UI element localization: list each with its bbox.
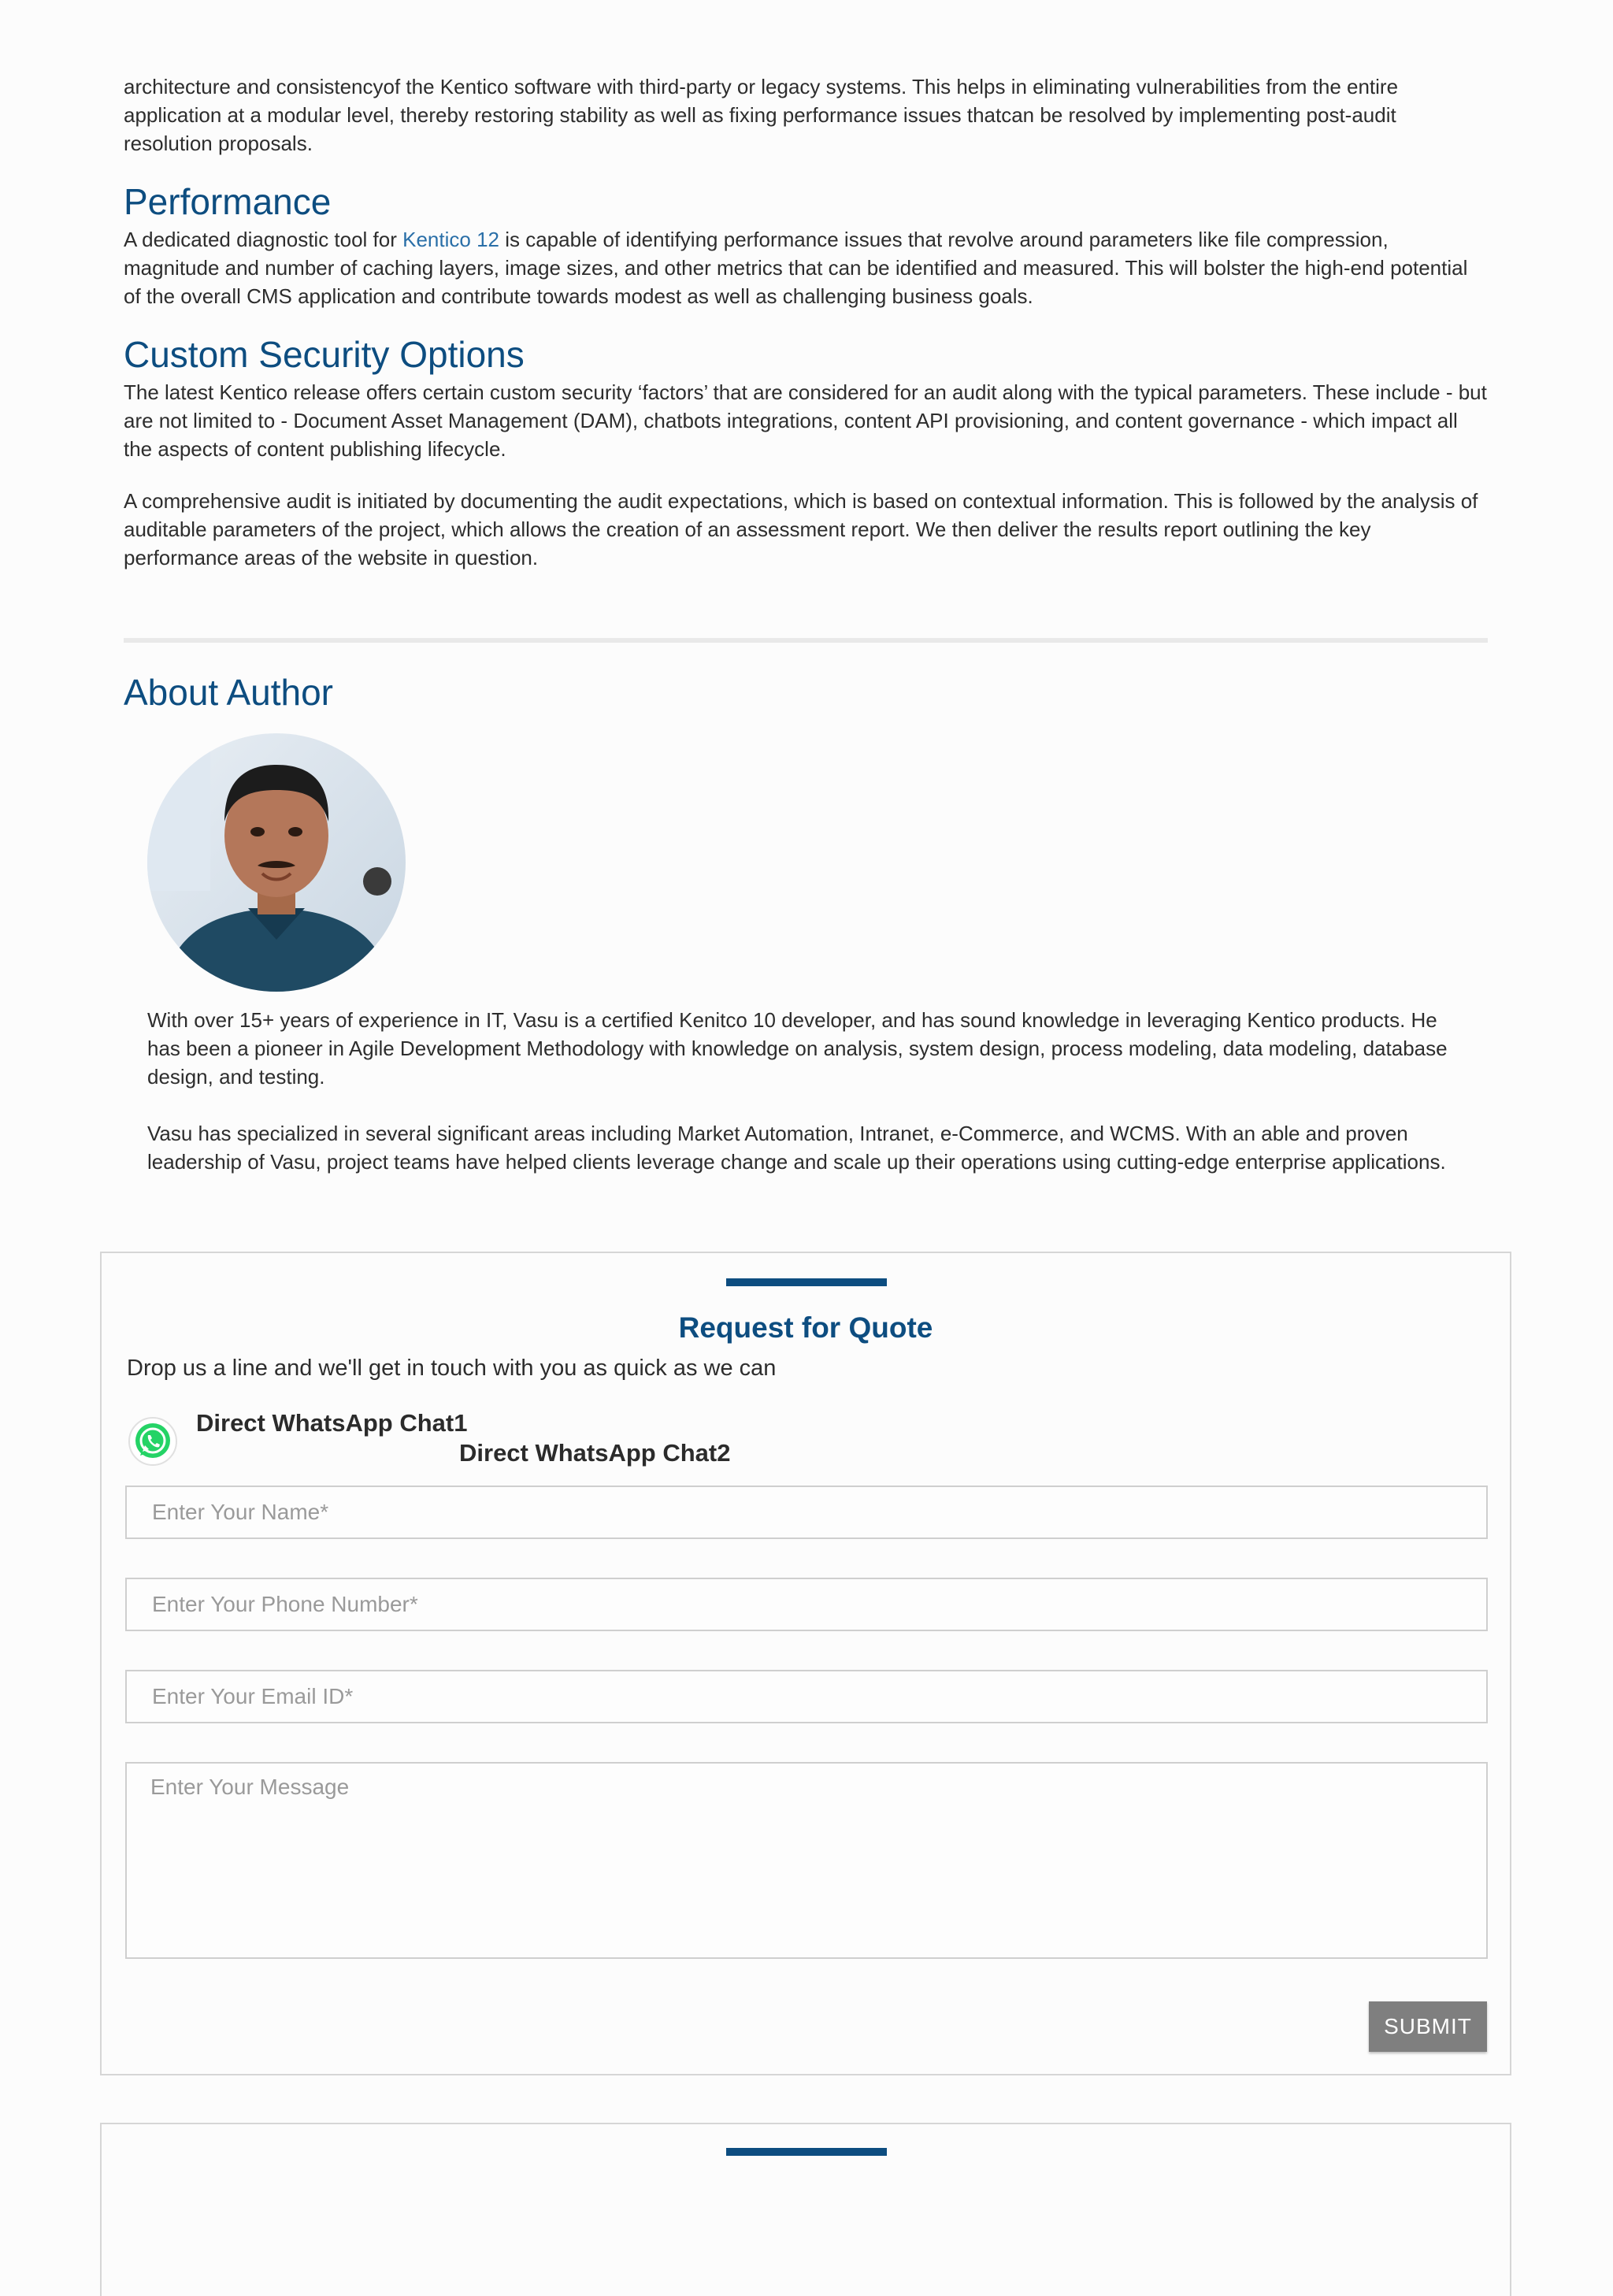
performance-heading: Performance	[124, 181, 332, 222]
intro-paragraph: architecture and consistencyof the Kentico software with third-party or legacy systems. This helps in eliminating vulnerabilities from the entire application at a modular level, thereby restoring stability as well as fixing performance issues thatcan be resolved by implementing post-audit resolution proposals.	[124, 75, 1399, 155]
quote-title: Request for Quote	[678, 1311, 933, 1344]
submit-button[interactable]: SUBMIT	[1369, 2001, 1487, 2052]
request-quote-form	[100, 1252, 1511, 2075]
performance-text-start: A dedicated diagnostic tool for	[124, 228, 403, 251]
custom-security-paragraph-2: A comprehensive audit is initiated by documenting the audit expectations, which is based on contextual information. This is followed by the analysis of auditable parameters of the project, which allows the creation of an assessment report. We then deliver the results report outlining the key performance areas of the website in question.	[124, 489, 1478, 569]
phone-input[interactable]	[125, 1578, 1488, 1631]
performance-paragraph	[124, 225, 1488, 310]
quote-accent-bar	[726, 1278, 887, 1286]
author-avatar	[147, 733, 406, 992]
about-author-heading: About Author	[124, 672, 333, 713]
author-bio	[147, 1006, 1470, 1176]
author-bio-paragraph-2: Vasu has specialized in several significant areas including Market Automation, Intranet, e-Commerce, and WCMS. With an able and proven leadership of Vasu, project teams have helped clients leverage change and scale up their operations using cutting-edge enterprise applications.	[147, 1122, 1446, 1174]
custom-security-heading: Custom Security Options	[124, 334, 525, 375]
author-bio-paragraph-1: With over 15+ years of experience in IT, Vasu is a certified Kenitco 10 developer, and has sound knowledge in leveraging Kentico products. He has been a pioneer in Agile Development Methodology with knowledge on analysis, system design, process modeling, data modeling, database design, and testing.	[147, 1008, 1448, 1089]
whatsapp-chat-2-link[interactable]: Direct WhatsApp Chat2	[459, 1439, 731, 1467]
performance-text-end: is capable of identifying performance issues that revolve around parameters like file compression, magnitude and number of caching layers, image sizes, and other metrics that can be identified and measured. This will bolster the high-end potential of the overall CMS application and contribute towards modest as well as challenging business goals.	[124, 228, 1468, 308]
second-box-accent-bar	[726, 2148, 887, 2156]
message-textarea[interactable]	[125, 1762, 1488, 1959]
section-divider	[124, 638, 1488, 643]
kentico-12-link[interactable]: Kentico 12	[402, 228, 499, 251]
article-content	[124, 72, 1488, 572]
whatsapp-chat-1-link[interactable]: Direct WhatsApp Chat1	[196, 1409, 468, 1437]
author-photo-image	[147, 733, 406, 992]
whatsapp-icon[interactable]	[128, 1416, 178, 1467]
email-input[interactable]	[125, 1670, 1488, 1723]
name-input[interactable]	[125, 1486, 1488, 1539]
quote-subtitle: Drop us a line and we'll get in touch with you as quick as we can	[127, 1356, 777, 1381]
custom-security-paragraph-1: The latest Kentico release offers certain custom security ‘factors’ that are considered for an audit along with the typical parameters. These include - but are not limited to - Document Asset Management (DAM), chatbots integrations, content API provisioning, and content governance - which impact all the aspects of content publishing lifecycle.	[124, 380, 1487, 461]
second-form-box	[100, 2123, 1511, 2296]
